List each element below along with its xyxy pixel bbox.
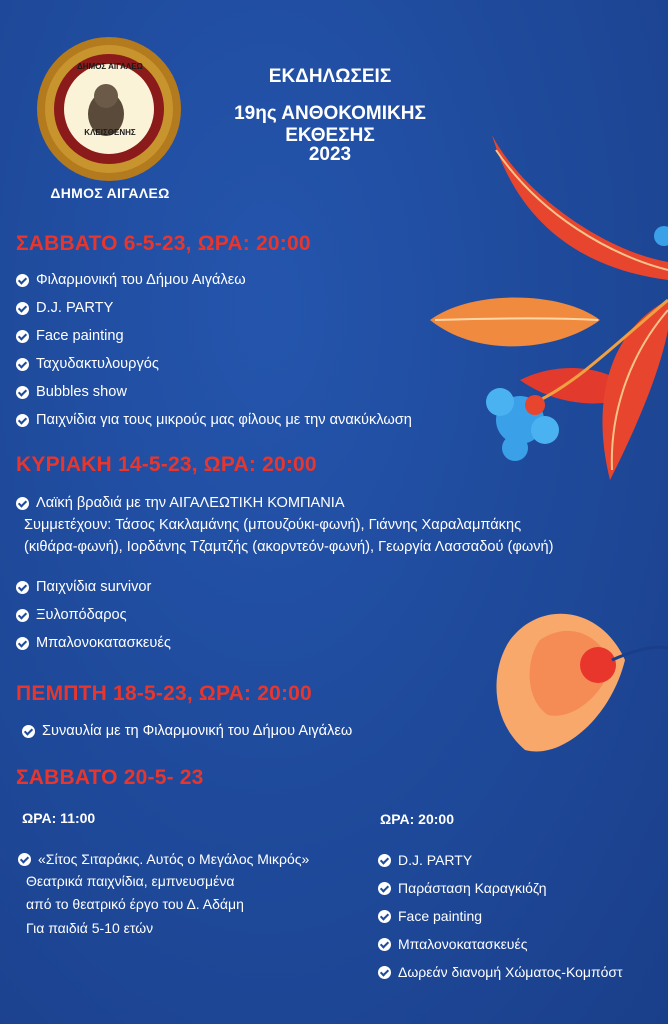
participants-line-1: Συμμετέχουν: Τάσος Κακλαμάνης (μπουζούκι-φωνή), Γιάννης Χαραλαμπάκης bbox=[24, 517, 522, 533]
list-item: Παράσταση Καραγκιόζη bbox=[378, 880, 547, 896]
check-icon bbox=[16, 637, 29, 650]
check-icon bbox=[16, 581, 29, 594]
check-icon bbox=[16, 386, 29, 399]
list-item: Παιχνίδια για τους μικρούς μας φίλους με την ανακύκλωση bbox=[16, 412, 412, 428]
check-icon bbox=[16, 330, 29, 343]
list-item: Φιλαρμονική του Δήμου Αιγάλεω bbox=[16, 272, 246, 288]
check-icon bbox=[22, 725, 35, 738]
red-leaf-top bbox=[492, 135, 668, 280]
list-item: Μπαλονοκατασκευές bbox=[16, 635, 171, 651]
blue-bud bbox=[654, 226, 668, 246]
title-line-2: 19ης ΑΝΘΟΚΟΜΙΚΗΣ ΕΚΘΕΣΗΣ bbox=[234, 103, 426, 146]
list-item: Δωρεάν διανομή Χώματος-Κομπόστ bbox=[378, 964, 623, 980]
evening-time: ΩΡΑ: 20:00 bbox=[380, 811, 454, 827]
check-icon bbox=[16, 497, 29, 510]
check-icon bbox=[378, 938, 391, 951]
orange-flower bbox=[496, 614, 668, 752]
list-item: D.J. PARTY bbox=[378, 852, 472, 868]
check-icon bbox=[378, 966, 391, 979]
list-item: D.J. PARTY bbox=[16, 300, 113, 316]
title-line-1: ΕΚΔΗΛΩΣΕΙΣ bbox=[268, 66, 392, 87]
orange-leaf bbox=[430, 298, 600, 347]
logo-caption: ΔΗΜΟΣ ΑΙΓΑΛΕΩ bbox=[50, 185, 170, 201]
morning-time: ΩΡΑ: 11:00 bbox=[22, 810, 96, 826]
check-icon bbox=[378, 910, 391, 923]
day1-heading: ΣΑΒΒΑΤΟ 6-5-23, ΩΡΑ: 20:00 bbox=[16, 232, 311, 255]
list-item: Ξυλοπόδαρος bbox=[16, 607, 127, 623]
blue-flower bbox=[486, 388, 559, 461]
list-item: Ταχυδακτυλουργός bbox=[16, 356, 159, 372]
list-item: Παιχνίδια survivor bbox=[16, 579, 151, 595]
list-item: Face painting bbox=[16, 328, 124, 344]
participants-line-2: (κιθάρα-φωνή), Ιορδάνης Τζαμτζής (ακορντεόν-φωνή), Γεωργία Λασσαδού (φωνή) bbox=[24, 539, 554, 555]
municipality-logo bbox=[34, 34, 184, 184]
list-item: Συναυλία με τη Φιλαρμονική του Δήμου Αιγάλεω bbox=[22, 723, 352, 739]
day3-heading: ΠΕΜΠΤΗ 18-5-23, ΩΡΑ: 20:00 bbox=[16, 682, 312, 705]
list-item: Bubbles show bbox=[16, 384, 127, 400]
check-icon bbox=[378, 854, 391, 867]
morning-line-2: Θεατρικά παιχνίδια, εμπνευσμένα bbox=[26, 873, 235, 889]
list-item: «Σίτος Σιταράκις. Αυτός ο Μεγάλος Μικρός» bbox=[18, 851, 309, 867]
check-icon bbox=[378, 882, 391, 895]
list-item: Face painting bbox=[378, 908, 482, 924]
check-icon bbox=[18, 853, 31, 866]
check-icon bbox=[16, 414, 29, 427]
check-icon bbox=[16, 274, 29, 287]
check-icon bbox=[16, 358, 29, 371]
day2-heading: ΚΥΡΙΑΚΗ 14-5-23, ΩΡΑ: 20:00 bbox=[16, 453, 317, 476]
morning-line-3: από το θεατρικό έργο του Δ. Αδάμη bbox=[26, 896, 244, 912]
list-item: Μπαλονοκατασκευές bbox=[378, 936, 527, 952]
logo-bottom-text: ΚΛΕΙΣΘΕΝΗΣ bbox=[84, 128, 136, 137]
check-icon bbox=[16, 302, 29, 315]
list-item: Λαϊκή βραδιά με την ΑΙΓΑΛΕΩΤΙΚΗ ΚΟΜΠΑΝΙΑ bbox=[16, 495, 345, 511]
title-line-3: 2023 bbox=[308, 144, 352, 165]
day4-heading: ΣΑΒΒΑΤΟ 20-5- 23 bbox=[16, 766, 204, 789]
morning-line-4: Για παιδιά 5-10 ετών bbox=[26, 920, 154, 936]
check-icon bbox=[16, 609, 29, 622]
logo-arc-text: ΔΗΜΟΣ ΑΙΓΑΛΕΩ bbox=[77, 62, 143, 71]
